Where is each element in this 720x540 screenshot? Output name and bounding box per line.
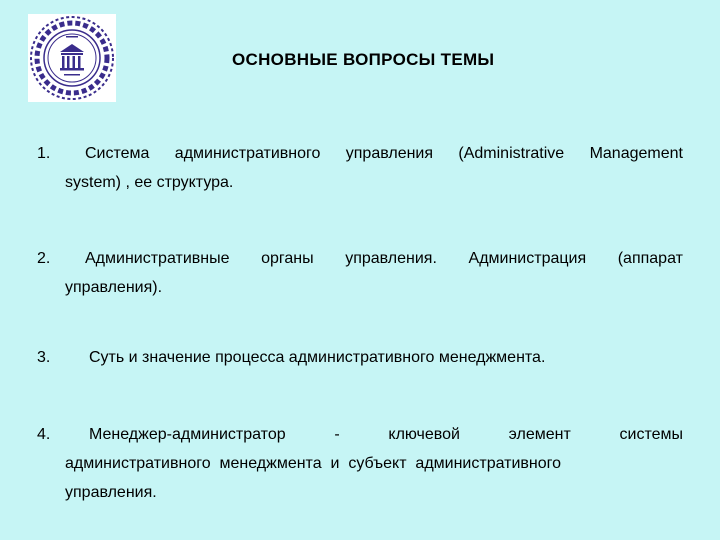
item-word: системы <box>619 426 683 443</box>
item-word: Административные <box>85 250 230 267</box>
item-line <box>37 420 683 449</box>
item-word: ключевой <box>388 426 460 443</box>
item-word: административного <box>174 145 321 162</box>
item-line <box>37 139 683 168</box>
item-number: 1. <box>37 145 51 162</box>
item-word: Management <box>589 145 683 162</box>
item-line: административного менеджмента и субъект административного <box>65 455 562 472</box>
item-number: 2. <box>37 250 51 267</box>
item-line <box>37 244 683 273</box>
list-item <box>37 343 683 372</box>
list-item <box>37 244 683 302</box>
item-word: (Administrative <box>458 145 565 162</box>
item-line: Суть и значение процесса административного менеджмента. <box>89 349 546 366</box>
page-title: ОСНОВНЫЕ ВОПРОСЫ ТЕМЫ <box>232 50 495 69</box>
item-word: элемент <box>508 426 571 443</box>
item-line: управления. <box>65 484 157 501</box>
item-line: управления). <box>65 279 163 296</box>
university-seal-icon <box>28 14 116 102</box>
item-number: 4. <box>37 426 51 443</box>
item-word: Администрация <box>468 250 587 267</box>
item-word: управления. <box>345 250 437 267</box>
item-word: Менеджер-администратор <box>89 426 286 443</box>
item-word: управления <box>345 145 434 162</box>
item-word: Система <box>85 145 150 162</box>
item-word: (аппарат <box>617 250 683 267</box>
item-line: system) , ее структура. <box>65 174 234 191</box>
item-number: 3. <box>37 349 51 366</box>
item-word: - <box>334 426 340 443</box>
item-word: органы <box>261 250 314 267</box>
university-logo <box>28 14 116 102</box>
list-item <box>37 139 683 197</box>
list-item <box>37 420 683 507</box>
